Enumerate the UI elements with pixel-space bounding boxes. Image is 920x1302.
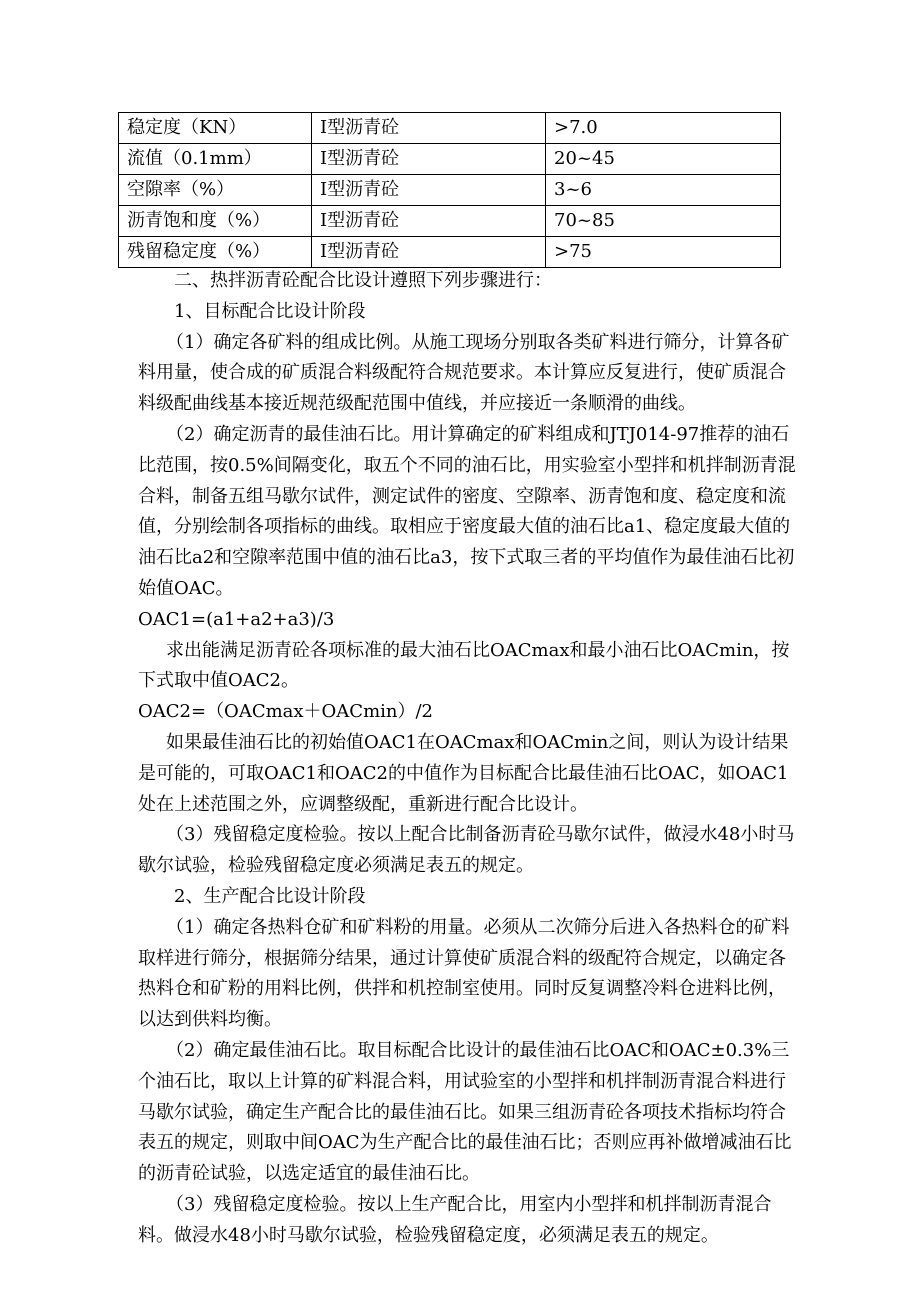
stage1-paragraph-2: （2）确定沥青的最佳油石比。用计算确定的矿料组成和JTJ014-97推荐的油石比范围，按0.5%间隔变化，取五个不同的油石比，用实验室小型拌和机拌制沥青混合料，制备五组马歇尔试件，测定试件的密度、空隙率、沥青饱和度、稳定度和流值，分别绘制各项指标的曲线。取相应于密度最大值的油石比a1、稳定度最大值的油石比a2和空隙率范围中值的油石比a3，按下式取三者的平均值作为最佳油石比初始值OAC。 bbox=[138, 423, 796, 599]
formula-oac1: OAC1=(a1+a2+a3)/3 bbox=[138, 608, 335, 630]
table-cell-item: 沥青饱和度（%） bbox=[119, 206, 312, 237]
table-cell-item: 流值（0.1mm） bbox=[119, 144, 312, 175]
stage1-paragraph-5: （3）残留稳定度检验。按以上配合比制备沥青砼马歇尔试件，做浸水48小时马歇尔试验，检验残留稳定度必须满足表五的规定。 bbox=[138, 824, 795, 877]
table-row bbox=[119, 237, 781, 268]
stage1-paragraph-3: 求出能满足沥青砼各项标准的最大油石比OACmax和最小油石比OACmin，按下式取中值OAC2。 bbox=[138, 639, 790, 692]
section-heading: 二、热拌沥青砼配合比设计遵照下列步骤进行： bbox=[174, 270, 552, 291]
table-cell-type: Ⅰ型沥青砼 bbox=[312, 206, 546, 237]
table-cell-item: 残留稳定度（%） bbox=[119, 237, 312, 268]
formula-oac2: OAC2=（OACmax＋OACmin）/2 bbox=[138, 701, 434, 723]
table-row bbox=[119, 175, 781, 206]
table-cell-type: Ⅰ型沥青砼 bbox=[312, 237, 546, 268]
stage2-paragraph-3: （3）残留稳定度检验。按以上生产配合比，用室内小型拌和机拌制沥青混合料。做浸水48小时马歇尔试验，检验残留稳定度，必须满足表五的规定。 bbox=[138, 1193, 772, 1246]
table-cell-type: Ⅰ型沥青砼 bbox=[312, 175, 546, 206]
table-cell-value: 20~45 bbox=[546, 144, 781, 175]
table-cell-item: 稳定度（KN） bbox=[119, 113, 312, 144]
stage1-paragraph-4: 如果最佳油石比的初始值OAC1在OACmax和OACmin之间，则认为设计结果是可能的，可取OAC1和OAC2的中值作为目标配合比最佳油石比OAC，如OAC1处在上述范围之外，应调整级配，重新进行配合比设计。 bbox=[138, 731, 789, 815]
stage2-heading: 2、生产配合比设计阶段 bbox=[174, 885, 366, 907]
document-body bbox=[138, 266, 798, 1252]
table-cell-value: 3~6 bbox=[546, 175, 781, 206]
table-cell-value: 70~85 bbox=[546, 206, 781, 237]
table-row bbox=[119, 206, 781, 237]
stage2-paragraph-2: （2）确定最佳油石比。取目标配合比设计的最佳油石比OAC和OAC±0.3%三个油石比，取以上计算的矿料混合料，用试验室的小型拌和机拌制沥青混合料进行马歇尔试验，确定生产配合比的最佳油石比。如果三组沥青砼各项技术指标均符合表五的规定，则取中间OAC为生产配合比的最佳油石比；否则应再补做增减油石比的沥青砼试验，以选定适宜的最佳油石比。 bbox=[138, 1039, 792, 1185]
table-row bbox=[119, 144, 781, 175]
stage1-paragraph-1: （1）确定各矿料的组成比例。从施工现场分别取各类矿料进行筛分，计算各矿料用量，使合成的矿质混合料级配符合规范要求。本计算应反复进行，使矿质混合料级配曲线基本接近规范级配范围中值线，并应接近一条顺滑的曲线。 bbox=[138, 331, 790, 415]
table-cell-value: >7.0 bbox=[546, 113, 781, 144]
table-cell-item: 空隙率（%） bbox=[119, 175, 312, 206]
table-cell-value: >75 bbox=[546, 237, 781, 268]
stage1-heading: 1、目标配合比设计阶段 bbox=[174, 300, 366, 322]
marshall-spec-table bbox=[118, 112, 781, 268]
stage2-paragraph-1: （1）确定各热料仓矿和矿料粉的用量。必须从二次筛分后进入各热料仓的矿料取样进行筛分，根据筛分结果，通过计算使矿质混合料的级配符合规定，以确定各热料仓和矿粉的用料比例，供拌和机控制室使用。同时反复调整冷料仓进料比例，以达到供料均衡。 bbox=[138, 916, 790, 1031]
table-cell-type: Ⅰ型沥青砼 bbox=[312, 144, 546, 175]
table-cell-type: Ⅰ型沥青砼 bbox=[312, 113, 546, 144]
table-row bbox=[119, 113, 781, 144]
